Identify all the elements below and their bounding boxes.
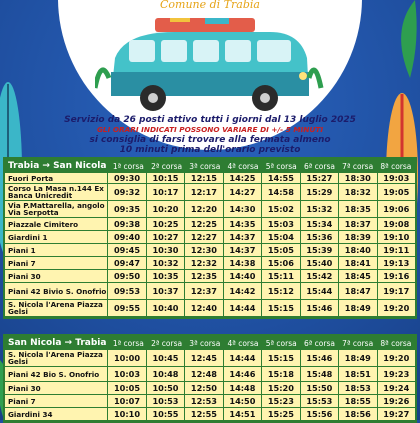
stop-name: Piani 30 (8, 271, 41, 281)
run-header: 4ª corsa (227, 338, 259, 348)
stop-name: Piani 7 (8, 258, 36, 268)
stop-name: S. Nicola l'Arena Piazza Gelsi (8, 350, 103, 366)
table-row (5, 231, 415, 244)
departure-time: 09:30 (107, 173, 145, 183)
departure-time: 18:39 (338, 231, 376, 243)
stop-name: Piani 42 Bio S. Onofrio (8, 369, 100, 379)
table-row (5, 218, 415, 231)
departure-time: 15:05 (261, 244, 299, 256)
time-variation-warning: GLI ORARI INDICATI POSSONO VARIARE DI +/- 5 MINUTI (96, 125, 324, 134)
departure-time: 12:20 (184, 201, 222, 217)
departure-time: 10:20 (146, 201, 184, 217)
stop-name: Piani 7 (8, 396, 36, 406)
departure-time: 14:25 (223, 173, 261, 183)
departure-time: 12:40 (184, 300, 222, 316)
stop-name: Piazzale Cimitero (8, 219, 79, 229)
departure-time: 10:32 (146, 257, 184, 269)
departure-time: 09:32 (107, 184, 145, 200)
departure-time: 15:20 (261, 382, 299, 394)
departure-time: 14:35 (223, 218, 261, 230)
departure-time: 10:53 (146, 395, 184, 407)
run-header: 6ª corsa (303, 338, 335, 348)
departure-time: 15:39 (300, 244, 338, 256)
departure-time: 14:44 (223, 300, 261, 316)
departure-time: 15:03 (261, 218, 299, 230)
run-header: 2ª corsa (151, 338, 183, 348)
departure-time: 15:32 (300, 201, 338, 217)
departure-time: 10:35 (146, 270, 184, 282)
departure-time: 14:51 (223, 408, 261, 420)
departure-time: 10:45 (146, 350, 184, 366)
departure-time: 18:40 (338, 244, 376, 256)
departure-time: 14:27 (223, 184, 261, 200)
timetable-san-nicola-trabia (3, 334, 417, 423)
departure-time: 09:50 (107, 270, 145, 282)
departure-time: 18:47 (338, 283, 376, 299)
departure-time: 15:50 (300, 382, 338, 394)
table-row (5, 244, 415, 257)
departure-time: 15:06 (261, 257, 299, 269)
table-row (5, 395, 415, 408)
departure-time: 12:50 (184, 382, 222, 394)
table-row (5, 184, 415, 201)
departure-time: 14:40 (223, 270, 261, 282)
departure-time: 18:55 (338, 395, 376, 407)
departure-time: 19:20 (377, 300, 415, 316)
stop-name: Via P.Mattarella, angolo Via Serpotta (8, 201, 105, 217)
stop-name: Piani 1 (8, 245, 36, 255)
departure-time: 10:17 (146, 184, 184, 200)
table-row (5, 300, 415, 317)
table-row (5, 270, 415, 283)
departure-time: 14:37 (223, 244, 261, 256)
run-header: 1ª corsa (112, 161, 144, 171)
stop-name: S. Nicola l'Arena Piazza Gelsi (8, 300, 103, 316)
departure-time: 15:02 (261, 201, 299, 217)
departure-time: 12:25 (184, 218, 222, 230)
table-row (5, 173, 415, 184)
departure-time: 18:30 (338, 173, 376, 183)
table-row (5, 367, 415, 382)
departure-time: 18:35 (338, 201, 376, 217)
departure-time: 19:06 (377, 201, 415, 217)
departure-time: 10:37 (146, 283, 184, 299)
departure-time: 19:16 (377, 270, 415, 282)
departure-time: 10:48 (146, 367, 184, 381)
departure-time: 14:42 (223, 283, 261, 299)
departure-time: 14:46 (223, 367, 261, 381)
comune-label: Comune di Trabia (160, 0, 260, 11)
departure-time: 09:45 (107, 244, 145, 256)
departure-time: 10:50 (146, 382, 184, 394)
departure-time: 12:32 (184, 257, 222, 269)
departure-time: 15:04 (261, 231, 299, 243)
bus-illustration-icon (95, 18, 325, 118)
departure-time: 15:15 (261, 350, 299, 366)
departure-time: 10:30 (146, 244, 184, 256)
departure-time: 09:35 (107, 201, 145, 217)
run-header: 1ª corsa (112, 338, 144, 348)
departure-time: 14:48 (223, 382, 261, 394)
route-title: Trabia → San Nicola (8, 161, 107, 171)
departure-time: 15:25 (261, 408, 299, 420)
table-row (5, 201, 415, 218)
departure-time: 15:53 (300, 395, 338, 407)
departure-time: 14:50 (223, 395, 261, 407)
departure-time: 10:55 (146, 408, 184, 420)
departure-time: 10:15 (146, 173, 184, 183)
stop-name: Piani 42 Bivio S. Onofrio (8, 286, 107, 296)
service-notice (0, 115, 420, 155)
departure-time: 12:55 (184, 408, 222, 420)
run-header: 7ª corsa (342, 338, 374, 348)
departure-time: 14:30 (223, 201, 261, 217)
departure-time: 12:48 (184, 367, 222, 381)
run-header: 4ª corsa (227, 161, 259, 171)
departure-time: 15:29 (300, 184, 338, 200)
departure-time: 10:27 (146, 231, 184, 243)
departure-time: 15:44 (300, 283, 338, 299)
departure-time: 15:15 (261, 300, 299, 316)
stop-name: Corso La Masa n.144 Ex Banca Unicredit (8, 184, 104, 200)
stop-name: Giardini 34 (8, 409, 53, 419)
departure-time: 19:27 (377, 408, 415, 420)
run-header: 8ª corsa (380, 161, 412, 171)
run-header: 7ª corsa (342, 161, 374, 171)
palm-leaf-icon (380, 0, 420, 80)
timetable-header (5, 159, 415, 173)
departure-time: 12:53 (184, 395, 222, 407)
departure-time: 19:23 (377, 367, 415, 381)
departure-time: 19:13 (377, 257, 415, 269)
departure-time: 19:11 (377, 244, 415, 256)
departure-time: 15:48 (300, 367, 338, 381)
departure-time: 19:17 (377, 283, 415, 299)
departure-time: 15:46 (300, 350, 338, 366)
departure-time: 12:27 (184, 231, 222, 243)
run-header: 6ª corsa (303, 161, 335, 171)
timetable-header (5, 336, 415, 350)
route-title: San Nicola → Trabia (8, 338, 107, 348)
departure-time: 12:45 (184, 350, 222, 366)
run-header: 3ª corsa (189, 161, 221, 171)
departure-time: 19:24 (377, 382, 415, 394)
run-header: 2ª corsa (151, 161, 183, 171)
departure-time: 12:17 (184, 184, 222, 200)
stop-name: Piani 30 (8, 383, 41, 393)
departure-time: 10:03 (107, 367, 145, 381)
departure-time: 12:35 (184, 270, 222, 282)
departure-time: 12:15 (184, 173, 222, 183)
departure-time: 19:10 (377, 231, 415, 243)
departure-time: 18:37 (338, 218, 376, 230)
run-header: 8ª corsa (380, 338, 412, 348)
departure-time: 14:37 (223, 231, 261, 243)
departure-time: 15:23 (261, 395, 299, 407)
departure-time: 18:49 (338, 300, 376, 316)
departure-time: 10:25 (146, 218, 184, 230)
table-row (5, 408, 415, 421)
departure-time: 19:20 (377, 350, 415, 366)
departure-time: 15:40 (300, 257, 338, 269)
departure-time: 15:27 (300, 173, 338, 183)
departure-time: 15:34 (300, 218, 338, 230)
departure-time: 15:46 (300, 300, 338, 316)
departure-time: 10:10 (107, 408, 145, 420)
departure-time: 18:32 (338, 184, 376, 200)
departure-time: 18:41 (338, 257, 376, 269)
stop-name: Giardini 1 (8, 232, 48, 242)
advice-line: si consiglia di farsi trovare alla fermata almeno (89, 135, 331, 145)
table-row (5, 350, 415, 367)
departure-time: 12:30 (184, 244, 222, 256)
departure-time: 18:49 (338, 350, 376, 366)
departure-time: 15:36 (300, 231, 338, 243)
departure-time: 14:38 (223, 257, 261, 269)
run-header: 3ª corsa (189, 338, 221, 348)
table-row (5, 283, 415, 300)
departure-time: 15:56 (300, 408, 338, 420)
departure-time: 19:05 (377, 184, 415, 200)
departure-time: 10:40 (146, 300, 184, 316)
departure-time: 10:07 (107, 395, 145, 407)
departure-time: 09:47 (107, 257, 145, 269)
stop-name: Fuori Porta (8, 173, 54, 183)
departure-time: 18:45 (338, 270, 376, 282)
service-dates: Servizio da 26 posti attivo tutti i giorni dal 13 luglio 2025 (64, 115, 356, 125)
departure-time: 15:18 (261, 367, 299, 381)
departure-time: 09:55 (107, 300, 145, 316)
departure-time: 09:38 (107, 218, 145, 230)
departure-time: 10:00 (107, 350, 145, 366)
departure-time: 19:26 (377, 395, 415, 407)
departure-time: 12:37 (184, 283, 222, 299)
departure-time: 19:03 (377, 173, 415, 183)
advice-line-2: 10 minuti prima dell'orario previsto (119, 145, 301, 155)
timetable-trabia-san-nicola (3, 157, 417, 319)
departure-time: 14:55 (261, 173, 299, 183)
table-row (5, 382, 415, 395)
departure-time: 10:05 (107, 382, 145, 394)
departure-time: 15:42 (300, 270, 338, 282)
departure-time: 18:53 (338, 382, 376, 394)
run-header: 5ª corsa (265, 338, 297, 348)
departure-time: 14:58 (261, 184, 299, 200)
run-header: 5ª corsa (265, 161, 297, 171)
departure-time: 15:11 (261, 270, 299, 282)
departure-time: 18:51 (338, 367, 376, 381)
departure-time: 09:40 (107, 231, 145, 243)
departure-time: 19:08 (377, 218, 415, 230)
departure-time: 18:56 (338, 408, 376, 420)
departure-time: 14:44 (223, 350, 261, 366)
table-row (5, 257, 415, 270)
departure-time: 09:53 (107, 283, 145, 299)
departure-time: 15:12 (261, 283, 299, 299)
